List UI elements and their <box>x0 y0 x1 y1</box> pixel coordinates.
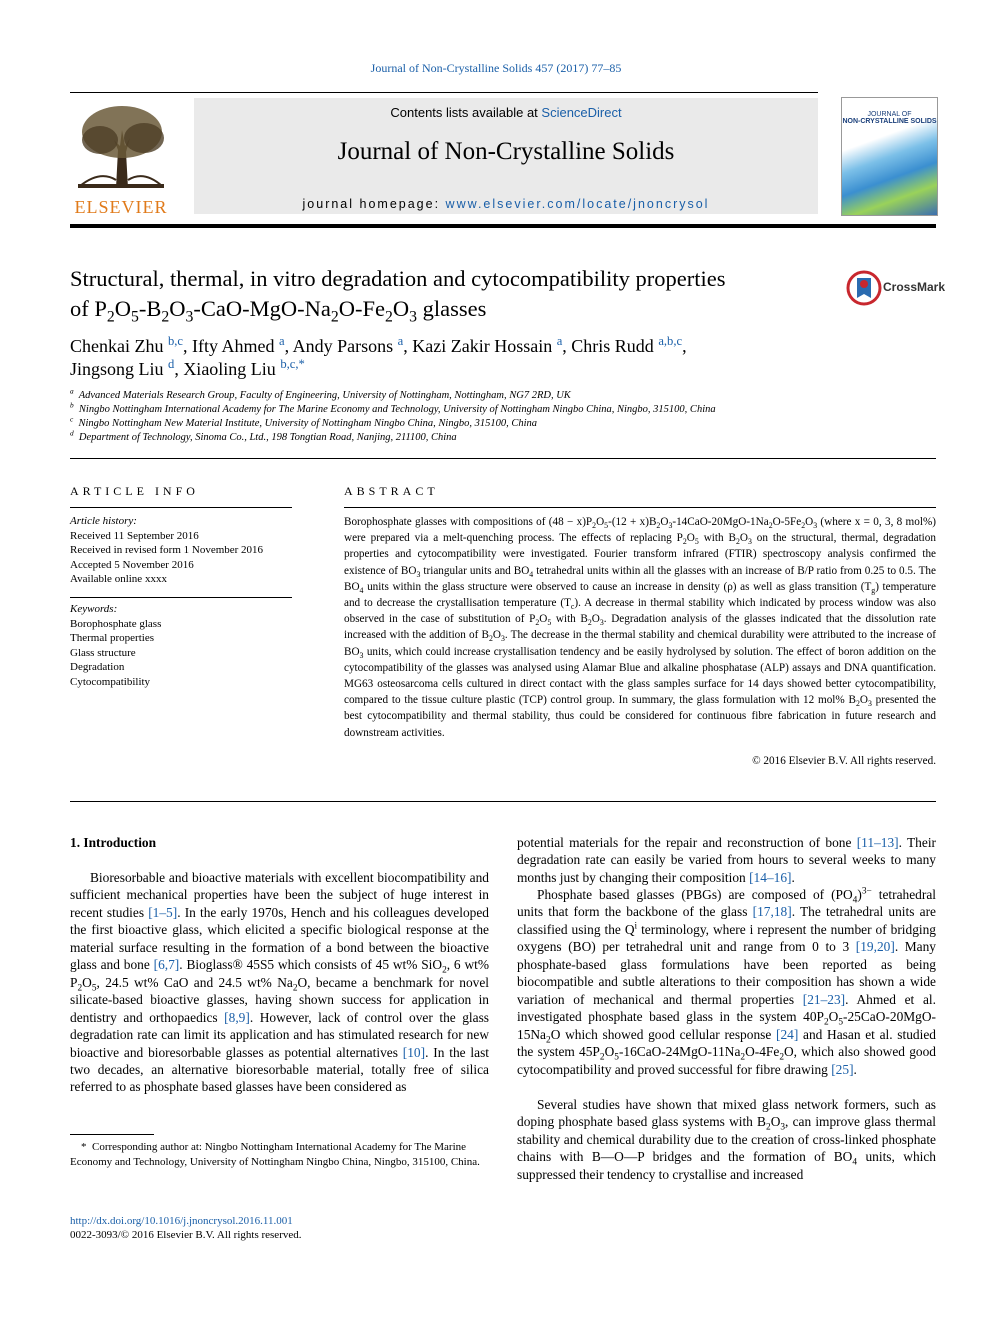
crossmark-badge[interactable] <box>846 270 946 306</box>
publisher-name: ELSEVIER <box>74 197 168 217</box>
elsevier-tree-icon <box>70 100 172 190</box>
homepage-link[interactable]: www.elsevier.com/locate/jnoncrysol <box>445 197 710 211</box>
cover-title-line2: NON-CRYSTALLINE SOLIDS <box>842 118 937 125</box>
abstract-rule <box>344 507 936 508</box>
keywords-list: Keywords: Borophosphate glass Thermal properties Glass structure Degradation Cytocompatibility <box>70 603 162 688</box>
journal-citation[interactable]: Journal of Non-Crystalline Solids 457 (2017) 77–85 <box>370 61 622 75</box>
contents-line: Contents lists available at ScienceDirect <box>390 105 622 120</box>
keywords-label: Keywords: <box>70 603 118 615</box>
copyright-line: © 2016 Elsevier B.V. All rights reserved. <box>752 755 936 767</box>
elsevier-logo <box>70 100 172 217</box>
intro-paragraph-3: Several studies have shown that mixed glass network formers, such as doping phosphate based glass systems with $B_2O_3$, can improve glass thermal stability and chemical durability due to the creation of cross-linked phosphate chains with B—O—P bridges and the formation of $BO_4$ units, which suppressed their tendency to crystallise and increased <box>517 1097 937 1182</box>
abstract-text: Borophosphate glasses with compositions of $(48 - x)P_2O_5-(12 + x)B_2O_3-14CaO-20MgO-1Na_2O-5Fe_2O_3$ (where x = 0, 3, 8 mol%) were prepared via a melt-quenching process. The effects of replacing $P_2O_5$ with $B_2O_3$ on the structural, thermal, degradation properties and cytocompatibility were investigated. Fourier transform infrared (FTIR) spectroscopy analysis confirmed the existence of $BO_3$ triangular units and $BO_4$ tetrahedral units within all the glasses with an increase of B/P ratio from 0.25 to 0.5. The $BO_4$ units within the glass structure were observed to cause an increase in density (ρ) as well as glass transition $(T_g)$ temperature and to decrease the crystallisation temperature $(T_c)$. A decrease in thermal stability which indicated by process window was also observed in the case of substitution of $P_2O_5$ with $B_2O_3$. Degradation analysis of the glasses indicated that the dissolution rate increased with the addition of $B_2O_3$. The decrease in the thermal stability and chemical durability were attributed to the increase of $BO_3$ units, which could increase crystallisation tendency and be easily hydrolysed by solution. The effect of boron addition on the cytocompatibility of the glasses was analysed using Alamar Blue and alkaline phosphatase (ALP) assays and DNA quantification. MG63 osteosarcoma cells cultured in direct contact with the glass samples surface for 14 days showed better cytocompatibility, compared to the tissue culture plastic (TCP) control group. In summary, the glass formulation with 12 mol% $B_2O_3$ presented the best cytocompatibility and thermal stability, thus could be considered for continuous fibre fabrication in future research and downstream activities. <box>344 516 936 739</box>
homepage-line: journal homepage: www.elsevier.com/locate/jnoncrysol <box>302 197 710 211</box>
intro-paragraph-1: Bioresorbable and bioactive materials with excellent biocompatibility and sufficient mechanical properties have been the subject of huge interest in recent studies [1–5]. In the early 1970s, Hench and his colleagues developed the first bioactive glass, which elicited a specific biological response at the material surface resulting in the formation of a bond between the bioactive glass and bone [6,7]. Bioglass® 45S5 which consists of 45 wt% SiO$_2$, 6 wt% $P_2O_5$, 24.5 wt% CaO and 24.5 wt% $Na_2O$, became a benchmark for novel silicate-based bioactive glasses, having shown success for application in dentistry and orthopaedics [8,9]. However, lack of control over the glass degradation rate can limit its application and has stimulated research for new bioactive and bioresorbable glasses as potential alternatives [10]. In the last two decades, an alternative bioresorbable material, totally free of silica referred to as phosphate based glasses have been considered as <box>70 870 490 1095</box>
corresponding-author-note: * Corresponding author at: Ningbo Nottingham International Academy for The Marine Economy and Technology, University of Nottingham Ningbo China, Ningbo, 315100, China. <box>70 1141 480 1168</box>
history-label: Article history: <box>70 515 137 527</box>
journal-cover <box>841 97 938 216</box>
affiliation-b: $^b$ Ningbo Nottingham International Academy for The Marine Economy and Technology, University of Nottingham Ningbo China, Ningbo, 315100, China <box>70 400 716 415</box>
title-line2: of $P_2O_5-B_2O_3-CaO-MgO-Na_2O-Fe_2O_3$ glasses <box>70 296 487 326</box>
keywords-rule <box>70 597 292 598</box>
article-history: Article history: Received 11 September 2016 Received in revised form 1 November 2016 Accepted 5 November 2016 Available online xxxx <box>70 515 264 585</box>
sciencedirect-link[interactable]: ScienceDirect <box>541 105 622 120</box>
crossmark-icon <box>846 270 882 306</box>
cover-title-line1: JOURNAL OF <box>867 111 912 118</box>
affiliation-c: $^c$ Ningbo Nottingham New Material Institute, University of Nottingham Ningbo China, Ningbo, 315100, China <box>70 414 538 429</box>
header-rule <box>70 92 818 93</box>
abstract-heading: ABSTRACT <box>344 484 439 498</box>
footnote-rule <box>70 1134 154 1135</box>
intro-paragraph-1-cont: potential materials for the repair and reconstruction of bone [11–13]. Their degradation rate can easily be varied from hours to several weeks to many months just by changing their composition [14–16]. <box>517 835 937 885</box>
header-thick-rule <box>70 224 936 228</box>
issn-line: 0022-3093/© 2016 Elsevier B.V. All rights reserved. <box>70 1229 302 1241</box>
abstract-bottom-rule <box>70 801 936 802</box>
intro-heading: 1. Introduction <box>70 835 157 850</box>
crossmark-label: CrossMark <box>883 280 946 294</box>
affiliation-rule <box>70 458 936 459</box>
author-list: Chenkai Zhu $^{b,c}$, Ifty Ahmed $^a$, Andy Parsons $^a$, Kazi Zakir Hossain $^a$, Chris Rudd $^{a,b,c}$, Jingsong Liu $^d$, Xiaoling Liu $^{b,c,*}$ <box>70 334 687 379</box>
intro-paragraph-2: Phosphate based glasses (PBGs) are composed of $(PO_4)^{3-}$ tetrahedral units that form the backbone of the glass [17,18]. The tetrahedral units are classified using the $Q^i$ terminology, where i represent the number of bridging oxygens (BO) per tetrahedral unit and range from 0 to 3 [19,20]. Many phosphate-based glass formulations have been reported as being biocompatible and subtle alterations to their composition has shown a wide variation of mechanical and thermal properties [21–23]. Ahmed et al. investigated phosphate based glass in the system $40P_2O_5-25CaO-20MgO-15Na_2O$ which showed good cellular response [24] and Hasan et al. studied the system $45P_2O_5-16CaO-24MgO-11Na_2O-4Fe_2O$, which also showed good cytocompatibility and proved successful for fibre drawing [25]. <box>517 886 936 1077</box>
affiliation-a: $^a$ Advanced Materials Research Group, Faculty of Engineering, University of Nottingham, Nottingham, NG7 2RD, UK <box>70 386 571 401</box>
article-title <box>70 264 830 324</box>
affiliation-d: $^d$ Department of Technology, Sinoma Co., Ltd., 198 Tongtian Road, Nanjing, 211100, China <box>70 428 457 443</box>
article-info-heading: ARTICLE INFO <box>70 484 199 498</box>
article-info-rule <box>70 507 292 508</box>
title-line1: Structural, thermal, in vitro degradation and cytocompatibility properties <box>70 266 726 291</box>
doi-link[interactable]: http://dx.doi.org/10.1016/j.jnoncrysol.2016.11.001 <box>70 1215 293 1227</box>
journal-name: Journal of Non-Crystalline Solids <box>337 138 675 165</box>
